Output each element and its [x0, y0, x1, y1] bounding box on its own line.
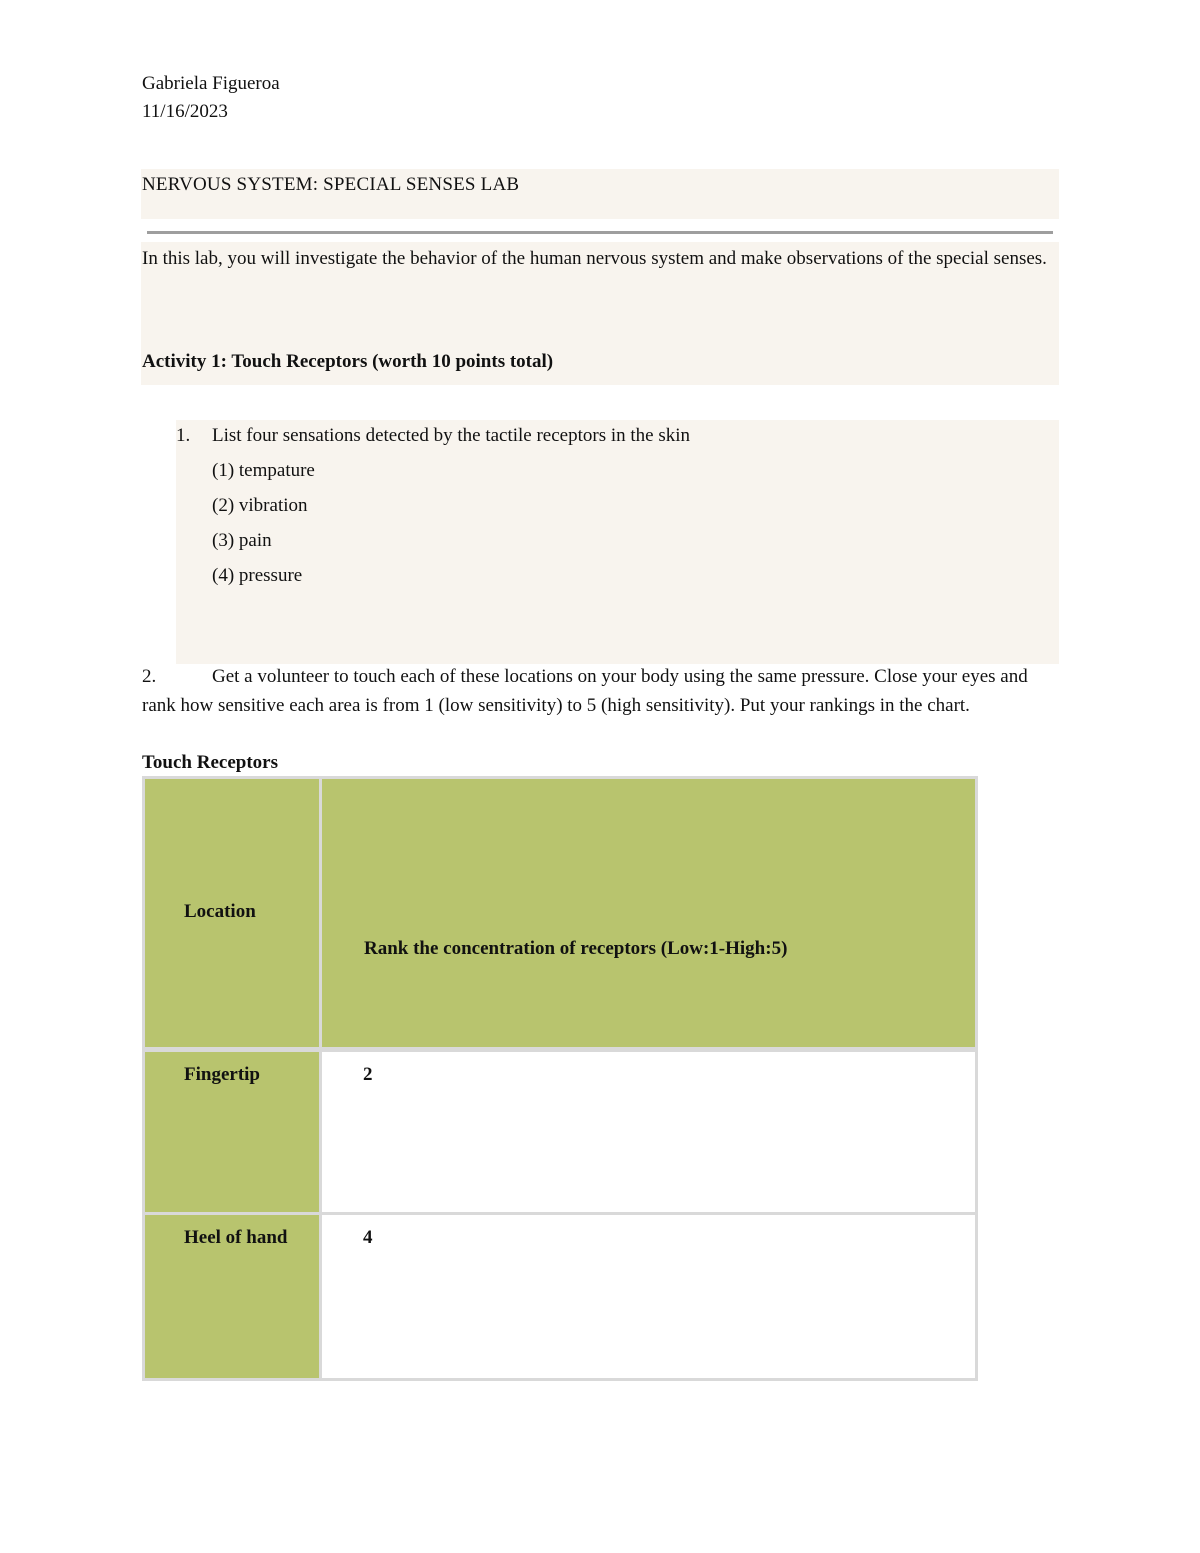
answer-item: (2) vibration: [212, 495, 308, 516]
table-header-label: Rank the concentration of receptors (Low:1-High:5): [364, 938, 788, 959]
answer-item: (3) pain: [212, 530, 272, 551]
table-cell-rank: 4: [363, 1227, 373, 1248]
document-date: 11/16/2023: [142, 101, 228, 122]
activity-heading: Activity 1: Touch Receptors (worth 10 points total): [142, 351, 554, 372]
table-title: Touch Receptors: [142, 752, 278, 773]
table-cell-location: Heel of hand: [184, 1227, 288, 1248]
table-cell-rank: 2: [363, 1064, 373, 1085]
question1-text: List four sensations detected by the tactile receptors in the skin: [212, 425, 691, 446]
table-header-location: [145, 779, 319, 1047]
answer-item: (1) tempature: [212, 460, 315, 481]
intro-paragraph: In this lab, you will investigate the behavior of the human nervous system and make observations of the special senses.: [142, 248, 1047, 269]
table-header-rank: [322, 779, 975, 1047]
question2-number: 2.: [142, 666, 157, 687]
table-row-location: [145, 1052, 319, 1212]
question1-number: 1.: [176, 425, 191, 446]
question2-text: Get a volunteer to touch each of these locations on your body using the same pressure. Close your eyes and rank how sensitive each area is from 1 (low sensitivity) to 5 (high sensitivity). Put your rankings in the chart.: [142, 666, 1028, 716]
table-row-rank: [322, 1052, 975, 1212]
author-name: Gabriela Figueroa: [142, 73, 280, 94]
document-title: NERVOUS SYSTEM: SPECIAL SENSES LAB: [142, 174, 520, 195]
question2: [142, 662, 1060, 720]
horizontal-rule: [147, 231, 1053, 234]
table-row-rank: [322, 1215, 975, 1378]
answer-item: (4) pressure: [212, 565, 303, 586]
table-header-label: Location: [184, 901, 256, 922]
touch-receptors-table: [142, 776, 978, 1381]
table-cell-location: Fingertip: [184, 1064, 260, 1085]
table-row-location: [145, 1215, 319, 1378]
